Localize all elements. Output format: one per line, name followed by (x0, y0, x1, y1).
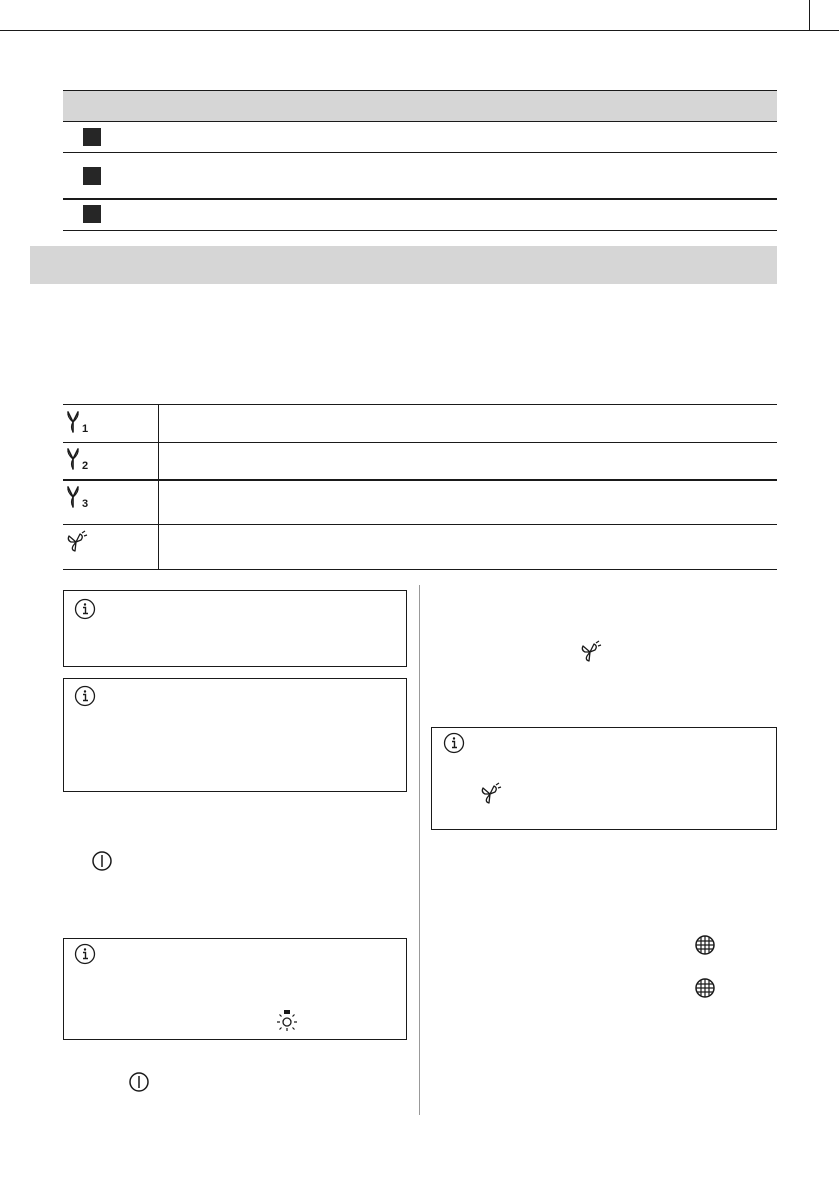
top-table-rule (63, 121, 777, 122)
fan-speed-3-icon (64, 484, 94, 510)
power-icon (91, 850, 113, 872)
black-square-icon (83, 205, 101, 223)
note-box (431, 727, 777, 830)
filter-grid-icon (694, 934, 716, 956)
fan-boost-icon (478, 782, 504, 806)
fan-table-rule (63, 524, 777, 525)
info-icon (74, 598, 96, 620)
top-table-rule (63, 152, 777, 153)
column-divider (419, 585, 420, 1115)
top-table-rule (63, 230, 777, 231)
fan-boost-icon (578, 640, 604, 664)
black-square-icon (83, 167, 101, 185)
fan-table-rule (63, 569, 777, 570)
svg-text:2: 2 (82, 460, 89, 472)
note-box (63, 590, 407, 667)
top-table-rule (63, 198, 777, 200)
filter-grid-icon (694, 977, 716, 999)
fan-table-rule (63, 479, 777, 481)
fan-table-rule (63, 442, 777, 443)
crop-mark-vertical (809, 0, 810, 30)
power-icon (128, 1071, 150, 1093)
info-icon (74, 943, 96, 965)
svg-text:1: 1 (82, 423, 89, 435)
fan-table-column-separator (158, 404, 159, 569)
note-box (63, 938, 407, 1040)
info-icon (443, 732, 465, 754)
crop-mark-horizontal (0, 30, 839, 31)
black-square-icon (83, 128, 101, 146)
svg-text:3: 3 (82, 498, 89, 510)
section-heading-band (30, 246, 777, 284)
light-icon (276, 1009, 298, 1033)
top-table-header (63, 90, 777, 122)
fan-table-rule (63, 404, 777, 405)
info-icon (74, 685, 96, 707)
fan-speed-1-icon (64, 409, 94, 435)
fan-speed-2-icon (64, 446, 94, 472)
note-box (63, 678, 407, 792)
fan-boost-icon (64, 530, 94, 556)
